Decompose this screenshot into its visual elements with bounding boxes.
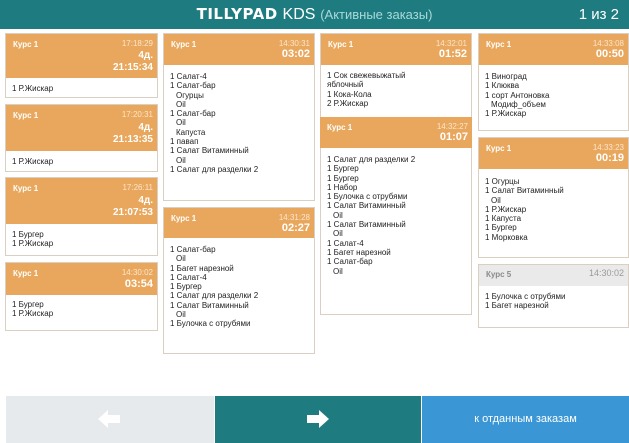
order-items [170, 72, 258, 174]
order-time: 14:30:02 [588, 268, 624, 278]
order-card-header [479, 265, 628, 286]
order-item: 2 Р.Жискар [327, 98, 369, 108]
order-items [485, 72, 549, 118]
order-item: 1 Бургер [170, 282, 202, 292]
order-card-header [321, 34, 471, 65]
order-item: 1 Салат Витаминный [327, 220, 406, 230]
order-item: 1 Салат-4 [170, 272, 207, 282]
order-elapsed-time: 21:15:34 [112, 62, 153, 73]
order-time: 14:30:31 [278, 39, 310, 48]
order-item: 1 Салат-бар [170, 245, 216, 254]
header-bar [0, 0, 629, 29]
order-time: 14:33:23 [592, 143, 624, 152]
course-label: Курс 1 [13, 40, 39, 49]
order-items [170, 245, 258, 329]
order-item: 1 Р.Жискар [12, 239, 54, 249]
order-item: 1 Кока-Кола [327, 89, 372, 99]
order-items [485, 292, 565, 311]
order-card[interactable] [478, 33, 629, 131]
order-item: 1 Багет нарезной [485, 301, 549, 311]
order-time: 14:32:01 [435, 39, 467, 48]
order-item: 1 Булочка с отрубями [170, 319, 251, 329]
order-card-header [6, 34, 157, 78]
order-item-modifier: Oil [333, 229, 343, 239]
order-card[interactable] [163, 207, 315, 354]
order-item-modifier: Модиф_объем [491, 99, 546, 109]
order-item-modifier: Oil [176, 118, 186, 128]
order-card-header [6, 105, 157, 151]
order-elapsed: 00:50 [595, 48, 624, 60]
order-item: 1 Морковка [485, 232, 528, 242]
arrow-left-icon [98, 410, 122, 428]
order-card[interactable] [478, 264, 629, 328]
order-card[interactable] [163, 33, 315, 201]
next-page-button[interactable] [215, 396, 421, 443]
order-item: 1 Салат-бар [170, 109, 216, 119]
app-brand [0, 5, 629, 24]
course-label: Курс 1 [13, 184, 39, 193]
course-label: Курс 1 [328, 40, 354, 49]
page-indicator: 1 из 2 [578, 6, 619, 23]
order-elapsed: 01:52 [438, 48, 467, 60]
order-items [12, 157, 53, 166]
order-item: 1 сорт Антоновка [485, 90, 550, 100]
order-items [485, 177, 564, 242]
course-label: Курс 1 [171, 40, 197, 49]
prev-page-button[interactable] [6, 396, 214, 443]
order-item: 1 Багет нарезной [327, 247, 391, 257]
order-item: 1 Р.Жискар [12, 84, 54, 93]
order-item: 1 Салат-бар [327, 257, 373, 267]
order-item: яблочный [327, 80, 364, 90]
order-elapsed: 00:19 [595, 152, 624, 164]
order-card[interactable] [5, 177, 158, 256]
order-item: 1 Бургер [12, 230, 44, 239]
order-item: 1 Салат-4 [170, 72, 207, 81]
order-card-header [6, 263, 157, 295]
course-label: Курс 1 [171, 214, 197, 223]
order-elapsed-days: 4д. [138, 122, 153, 133]
tillypad-logo: TILLYPAD [196, 5, 278, 23]
order-item: 1 Салат-бар [170, 81, 216, 91]
order-items [12, 300, 53, 319]
order-item-modifier: Oil [176, 99, 186, 109]
order-card-header [479, 34, 628, 65]
order-item: 1 Огурцы [485, 177, 520, 186]
order-item-modifier: Oil [176, 155, 186, 165]
order-item: 1 Багет нарезной [170, 263, 234, 273]
order-item: 1 Салат Витаминный [170, 300, 249, 310]
arrow-right-icon [305, 410, 329, 428]
order-card-header [320, 117, 472, 148]
course-label: Курс 1 [327, 123, 353, 132]
order-card[interactable] [320, 33, 472, 315]
order-item: 1 Салат для разделки 2 [170, 164, 259, 174]
order-item: 1 Р.Жискар [485, 204, 527, 214]
order-item: 1 Булочка с отрубями [327, 192, 408, 202]
order-item: 1 Салат-4 [327, 238, 364, 248]
order-card-header [6, 178, 157, 224]
order-items [12, 84, 53, 93]
order-card-header [164, 208, 314, 238]
app-name: KDS [282, 6, 316, 23]
order-card-header [479, 138, 628, 169]
order-card[interactable] [5, 262, 158, 331]
course-label: Курс 1 [13, 111, 39, 120]
order-card[interactable] [5, 104, 158, 172]
order-item: 1 Бургер [12, 300, 44, 309]
course-label: Курс 5 [486, 270, 512, 279]
order-item-modifier: Oil [333, 210, 343, 220]
order-elapsed: 01:07 [439, 131, 468, 143]
order-time: 14:30:02 [121, 268, 153, 277]
order-item: 1 Набор [327, 182, 358, 192]
screen-subtitle: (Активные заказы) [320, 7, 433, 22]
order-items [327, 71, 405, 108]
order-item: 1 Р.Жискар [485, 109, 527, 119]
order-item-modifier: Oil [176, 254, 186, 264]
order-items [327, 155, 415, 276]
order-elapsed-days: 4д. [138, 50, 153, 61]
order-item-modifier: Огурцы [176, 90, 204, 100]
order-elapsed: 03:02 [281, 48, 310, 60]
order-item: 1 Бургер [327, 164, 359, 174]
order-elapsed-time: 21:13:35 [112, 134, 153, 145]
order-card[interactable] [5, 33, 158, 98]
order-elapsed: 03:54 [124, 278, 153, 290]
order-item: 1 Бургер [327, 173, 359, 183]
order-time: 14:31:28 [278, 213, 310, 222]
order-elapsed: 02:27 [281, 222, 310, 234]
order-elapsed-time: 21:07:53 [112, 207, 153, 218]
order-item: 1 Булочка с отрубями [485, 292, 566, 301]
order-item-modifier: Oil [333, 266, 343, 276]
sent-orders-button[interactable]: к отданным заказам [422, 396, 629, 443]
course-label: Курс 1 [486, 144, 512, 153]
order-item: 1 Салат Витаминный [170, 146, 249, 156]
order-item: 1 Салат для разделки 2 [170, 291, 259, 301]
course-label: Курс 1 [13, 269, 39, 278]
order-card[interactable] [478, 137, 629, 258]
order-item-modifier: Oil [176, 310, 186, 320]
order-item-modifier: Капуста [176, 127, 206, 137]
order-item: 1 Бургер [485, 223, 517, 233]
order-time: 17:18:29 [121, 39, 153, 48]
order-time: 17:26:11 [122, 183, 153, 192]
order-card-header [164, 34, 314, 65]
order-item: 1 Салат Витаминный [485, 186, 564, 196]
order-item: 1 Салат Витаминный [327, 201, 406, 211]
order-item: 1 Салат для разделки 2 [327, 155, 416, 164]
order-item: 1 Сок свежевыжатый [327, 71, 406, 80]
order-item: 1 павап [170, 137, 199, 147]
order-time: 14:33:08 [592, 39, 624, 48]
order-item: 1 Капуста [485, 214, 522, 224]
order-item-modifier: Oil [491, 195, 501, 205]
order-time: 17:20:31 [121, 110, 153, 119]
order-item: 1 Виноград [485, 72, 527, 81]
order-item: 1 Р.Жискар [12, 309, 54, 319]
order-item: 1 Р.Жискар [12, 157, 54, 166]
order-time: 14:32:27 [436, 122, 468, 131]
course-label: Курс 1 [486, 40, 512, 49]
order-items [12, 230, 53, 249]
order-item: 1 Клюква [485, 81, 520, 91]
order-elapsed-days: 4д. [138, 195, 153, 206]
